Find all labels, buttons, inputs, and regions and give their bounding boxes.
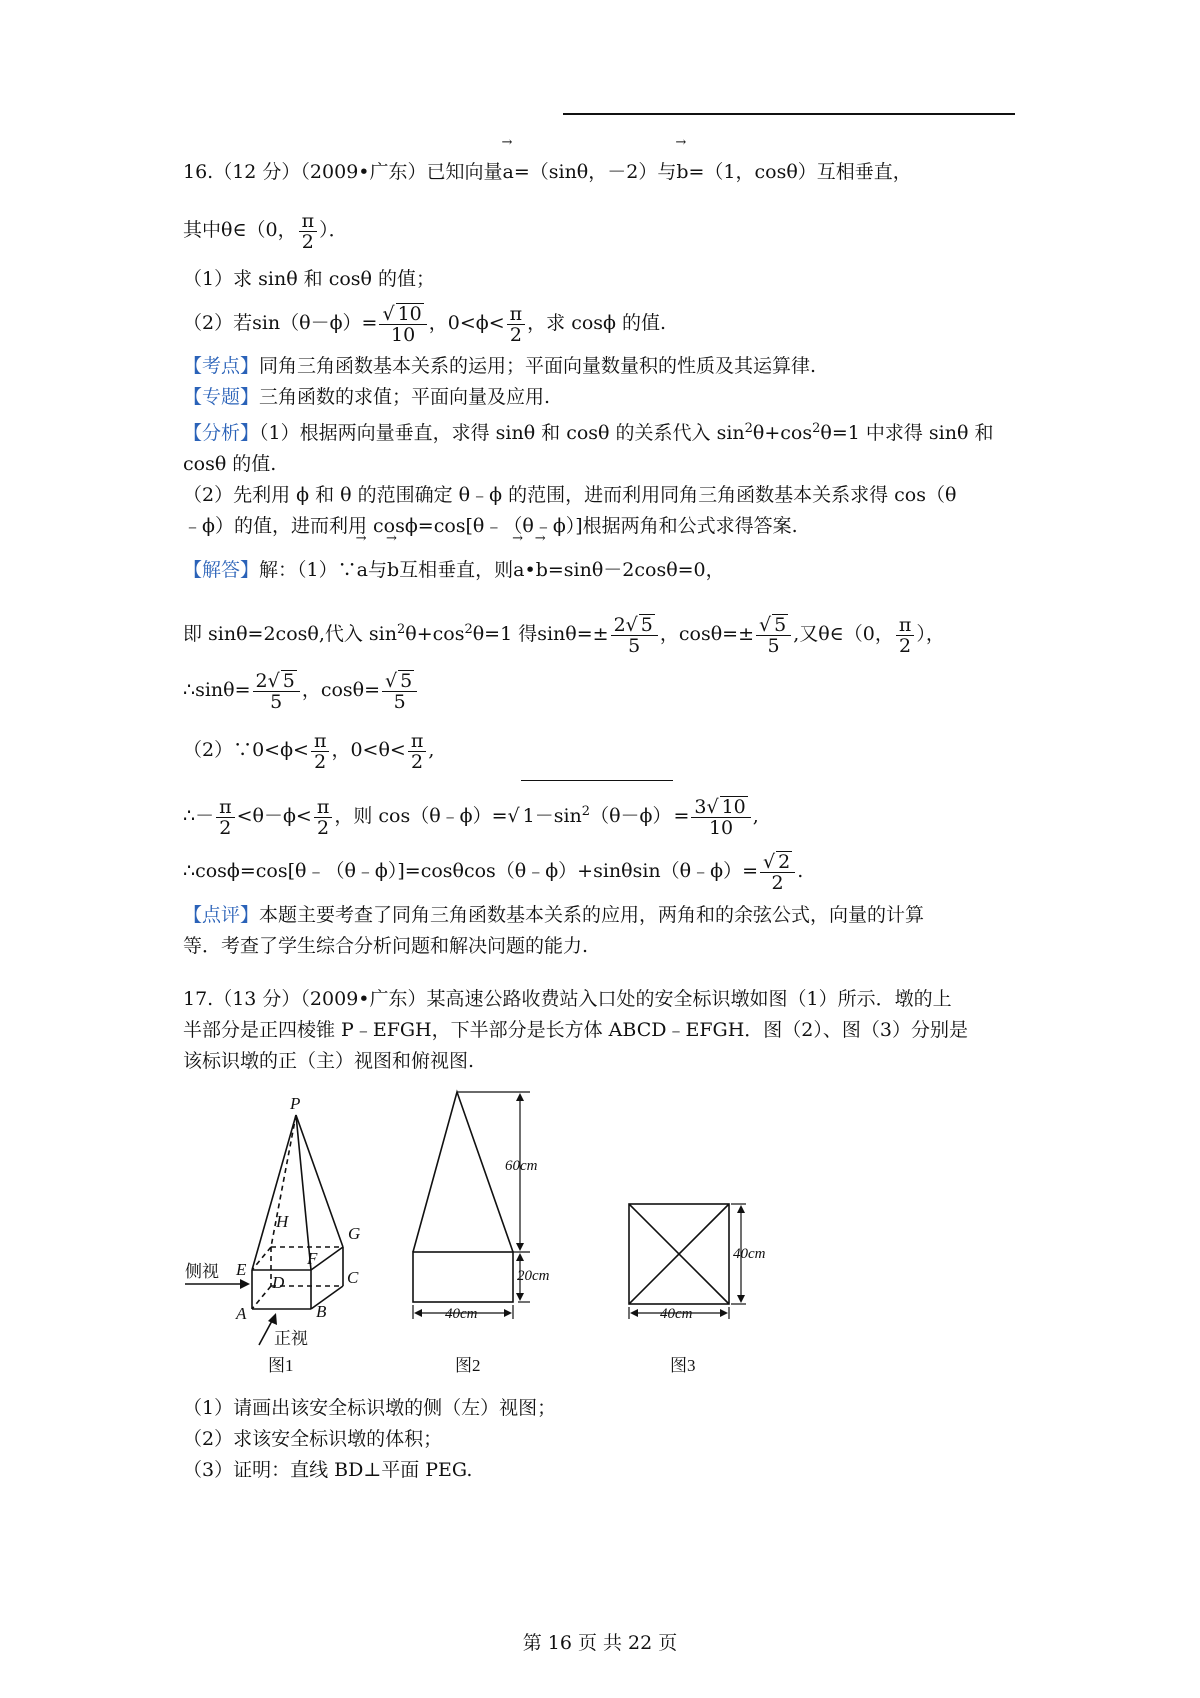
figures-svg [180,1087,900,1387]
jieda-tag: 【解答】 [183,559,260,581]
fraction-sqrt5-over-5: $\frac{√ 5}{5}$ [382,670,417,712]
figure-3-top-view [629,1204,746,1319]
q16-prefix: 16.（12 分）（2009•广东）已知向量 [183,161,503,183]
front-view-label: 正视 [274,1329,308,1348]
label-D: D [272,1273,285,1292]
q17-line-3: 该标识墩的正（主）视图和俯视图. [183,1050,475,1072]
dianping-tag: 【点评】 [183,904,260,926]
fraction-2sqrt5-over-5: $\frac{2√ 5}{5}$ [253,670,300,712]
label-G: G [348,1224,361,1243]
fraction-pi-over-2: $\frac{\pi}{2}$ [896,615,915,656]
q17-part1: （1）请画出该安全标识墩的侧（左）视图； [183,1397,557,1419]
kaodian: 【考点】同角三角函数基本关系的运用；平面向量数量积的性质及其运算律. [183,355,817,377]
q17-line-2: 半部分是正四棱锥 P﹣EFGH，下半部分是长方体 ABCD﹣EFGH．图（2）、图（3）分别是 [183,1019,968,1041]
figure-2-front-view [413,1092,530,1319]
fraction-sqrt5-over-5: $\frac{√ 5}{5}$ [756,614,791,656]
figure-2-caption: 图2 [455,1356,481,1375]
zhuanti-tag: 【专题】 [183,386,260,408]
vector-b: → b [676,150,688,194]
q17-part2: （2）求该安全标识墩的体积； [183,1428,443,1450]
q16-part2: （2）若sin（θ－ϕ）= $\frac{√ 10}{10}$ ，0<ϕ< $\frac{\pi}{2}$ ，求 cosϕ 的值. [183,302,667,346]
solution-line-5: ∴－ $\frac{\pi}{2}$ <θ－ϕ< $\frac{\pi}{2}$ ，则 cos（θ﹣ϕ）=√ $1-\sin^2(\theta-\phi)$ = $\frac{3√ 10}{10}$ , [183,780,1033,842]
fraction-sqrt2-over-2: $\frac{√ 2}{2}$ [760,851,795,893]
solution-line-4: （2）∵0<ϕ< $\frac{\pi}{2}$ ，0<θ< $\frac{\pi}{2}$ , [183,729,435,773]
dim-40cm-fig3-side: 40cm [733,1246,766,1262]
page-footer: 第 16 页 共 22 页 [522,1632,678,1654]
document-body [183,150,1033,1486]
fraction-sqrt10-over-10: $\frac{√ 10}{10}$ [379,303,426,345]
q16-stem [183,150,1033,194]
figure-3-labels [660,1246,766,1375]
top-rule [563,113,1015,115]
fraction-pi-over-2: $\frac{\pi}{2}$ [299,211,318,252]
figure-1-caption: 图1 [268,1356,294,1375]
vector-a: → a [503,150,514,194]
q16-domain: 其中θ∈（0， $\frac{\pi}{2}$ ）． [183,209,348,253]
solution-line-6: ∴cosϕ=cos[θ﹣（θ﹣ϕ）]=cosθcos（θ﹣ϕ）+sinθsin（θ﹣ϕ）= $\frac{√ 2}{2}$ . [183,851,804,894]
fraction-pi-over-2: $\frac{\pi}{2}$ [314,797,333,838]
label-H: H [276,1212,289,1231]
fraction-2sqrt5-over-5: $\frac{2√ 5}{5}$ [611,614,658,656]
dim-60cm: 60cm [505,1158,538,1174]
label-A: A [236,1304,247,1323]
fenxi-1: 【分析】（1）根据两向量垂直，求得 sinθ 和 cosθ 的关系代入 $\sin^2\theta+\cos^2\theta=1$ 中求得 sinθ 和 [183,421,994,444]
figure-2-labels [445,1158,550,1375]
dianping-cont: 等．考查了学生综合分析问题和解决问题的能力. [183,935,589,957]
label-P: P [290,1094,301,1113]
figures-row [183,1087,1033,1387]
fenxi-1-cont: cosθ 的值. [183,453,277,475]
fenxi-2-cont: ﹣ϕ）的值，进而利用 cosϕ=cos[θ﹣（θ﹣ϕ）]根据两角和公式求得答案. [183,515,798,537]
a-definition: =（sinθ，－2）与 [513,161,677,183]
dim-40cm-fig2: 40cm [445,1306,478,1322]
label-C: C [347,1268,359,1287]
q17-part3: （3）证明：直线 BD⊥平面 PEG. [183,1459,473,1481]
label-E: E [236,1260,247,1279]
kaodian-tag: 【考点】 [183,355,260,377]
solution-line-1: 【解答】解：（1）∵→ a与→ b互相垂直，则→ a•→ b=sinθ－2cosθ=0， [183,546,1033,594]
label-B: B [316,1302,327,1321]
sqrt-expression: $1-\sin^2(\theta-\phi)$ [521,780,674,847]
b-definition: =（1，cosθ）互相垂直， [688,161,912,183]
dim-20cm: 20cm [517,1268,550,1284]
label-F: F [307,1249,318,1268]
solution-line-2: 即 sinθ=2cosθ,代入 $\sin^2\theta+\cos^2\theta=1$ 得sinθ=± $\frac{2√ 5}{5}$ ，cosθ=± $\frac{√ 5}{5}$ ,又θ∈（0， $\frac{\pi}{2}$ ）， [183,613,945,657]
fraction-3sqrt10-over-10: $\frac{3√ 10}{10}$ [691,796,750,838]
fenxi-tag: 【分析】 [183,422,260,444]
fraction-pi-over-2: $\frac{\pi}{2}$ [507,304,526,345]
fraction-pi-over-2: $\frac{\pi}{2}$ [216,797,235,838]
fraction-pi-over-2: $\frac{\pi}{2}$ [311,731,330,772]
q17-line-1: 17.（13 分）（2009•广东）某高速公路收费站入口处的安全标识墩如图（1）所示．墩的上 [183,988,952,1010]
fraction-pi-over-2: $\frac{\pi}{2}$ [408,731,427,772]
q16-part1: （1）求 sinθ 和 cosθ 的值； [183,268,436,290]
figure-3-caption: 图3 [670,1356,696,1375]
side-view-label: 侧视 [185,1262,219,1281]
dim-40cm-fig3-bottom: 40cm [660,1306,693,1322]
solution-line-3: ∴sinθ= $\frac{2√ 5}{5}$ ，cosθ= $\frac{√ 5}{5}$ [183,660,1033,720]
zhuanti: 【专题】三角函数的求值；平面向量及应用. [183,386,551,408]
fenxi-2: （2）先利用 ϕ 和 θ 的范围确定 θ﹣ϕ 的范围，进而利用同角三角函数基本关系求得 cos（θ [183,484,957,506]
dianping: 【点评】本题主要考查了同角三角函数基本关系的应用，两角和的余弦公式，向量的计算 [183,904,925,926]
